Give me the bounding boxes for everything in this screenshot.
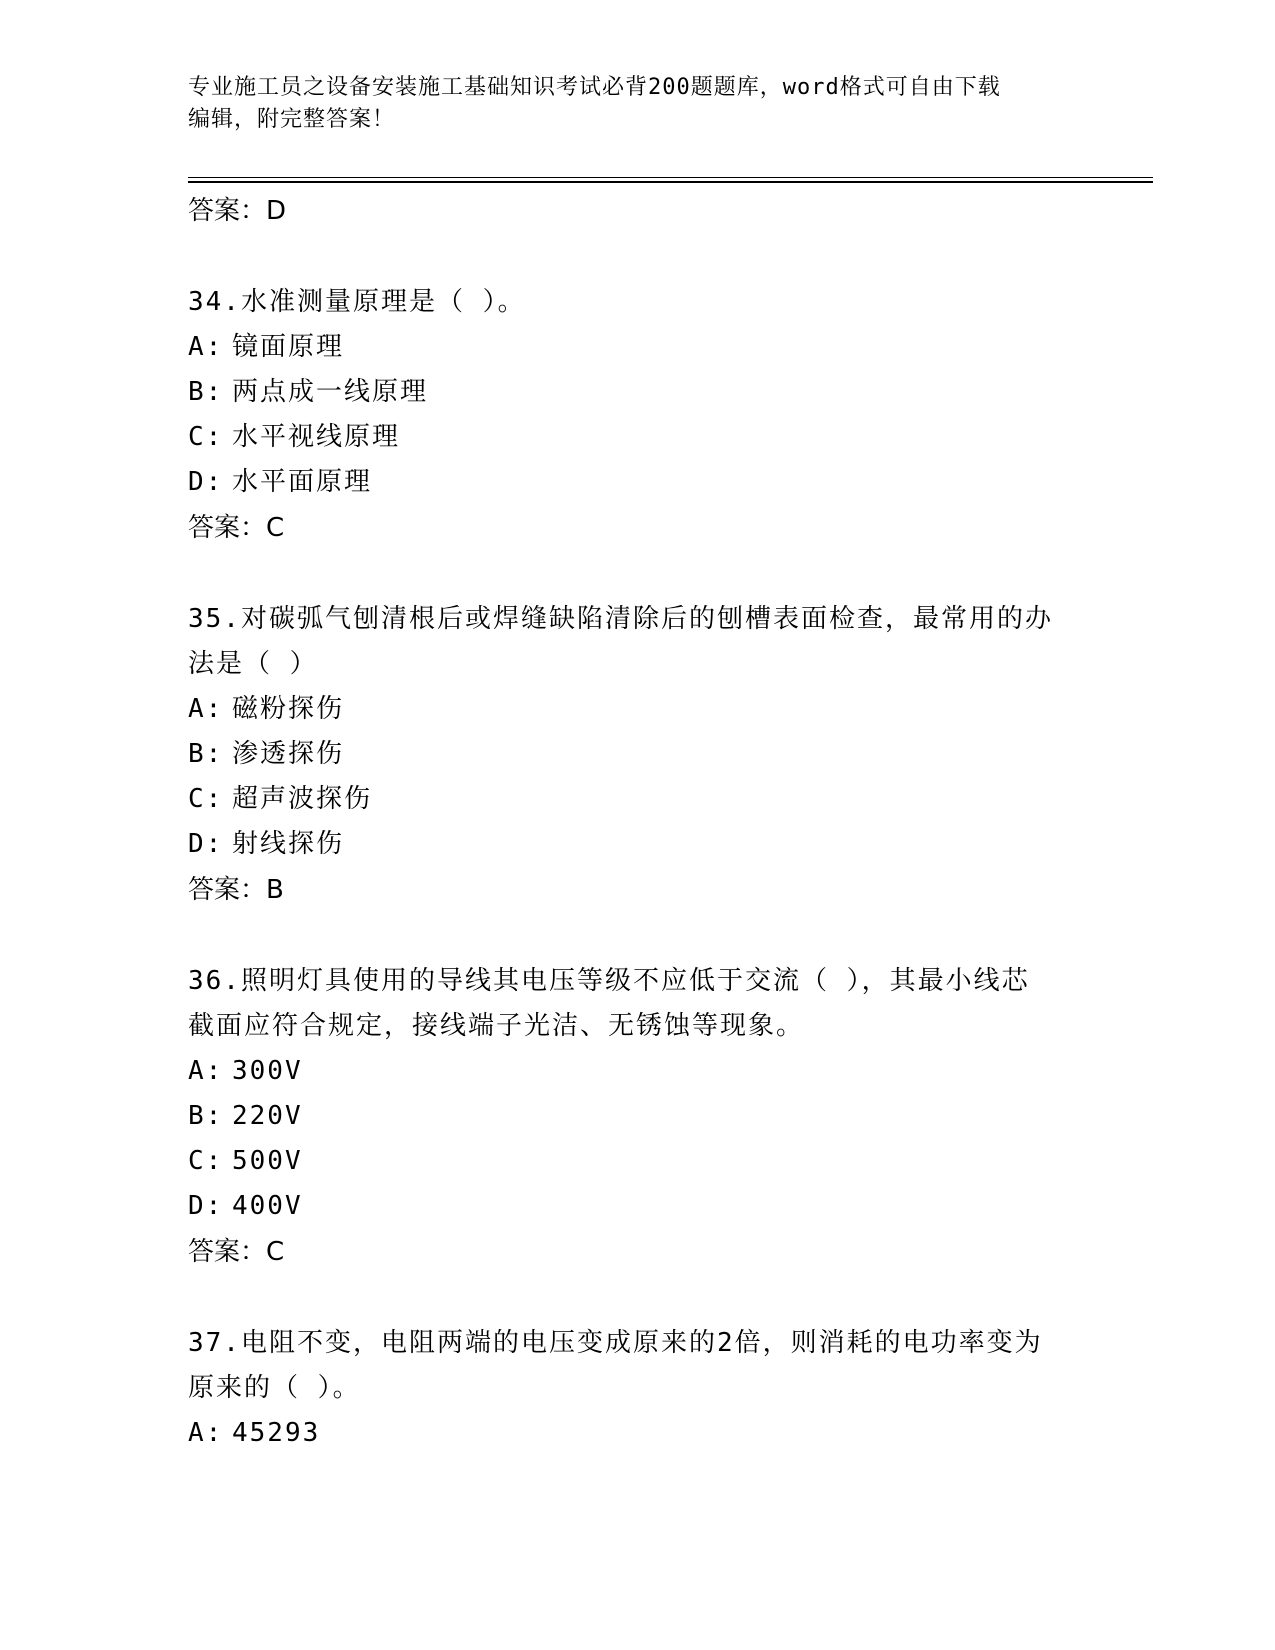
- spacer: [188, 234, 1088, 280]
- option-text: 渗透探伤: [232, 739, 345, 769]
- option-letter: A:: [188, 332, 224, 362]
- question-stem: 34.水准测量原理是（ ）。: [188, 287, 526, 317]
- document-header: [188, 72, 1068, 136]
- option-letter: D:: [188, 467, 224, 497]
- option-text: 400V: [232, 1191, 303, 1221]
- header-line-1: 专业施工员之设备安装施工基础知识考试必背200题题库，word格式可自由下载: [188, 75, 1001, 100]
- question-stem-line-1: 37.电阻不变，电阻两端的电压变成原来的2倍，则消耗的电功率变为: [188, 1328, 1043, 1358]
- answer-line: 答案：C: [188, 513, 285, 543]
- question-stem-line-2: 法是（ ）: [188, 649, 318, 679]
- question-34: [188, 280, 1088, 325]
- question-37: [188, 1321, 1088, 1411]
- question-stem-line-2: 截面应符合规定，接线端子光洁、无锈蚀等现象。: [188, 1011, 805, 1041]
- spacer: [188, 1275, 1088, 1321]
- option-text: 300V: [232, 1056, 303, 1086]
- answer-line: 答案：C: [188, 1237, 285, 1267]
- option-a: [188, 1049, 1088, 1094]
- question-36: [188, 959, 1088, 1049]
- option-a: [188, 687, 1088, 732]
- option-text: 磁粉探伤: [232, 694, 345, 724]
- option-b: [188, 1094, 1088, 1139]
- option-text: 两点成一线原理: [232, 377, 429, 407]
- option-letter: A:: [188, 1056, 224, 1086]
- option-text: 镜面原理: [232, 332, 345, 362]
- answer-line: 答案：D: [188, 196, 287, 226]
- spacer: [188, 913, 1088, 959]
- header-line-2: 编辑，附完整答案！: [188, 107, 396, 132]
- option-text: 水平视线原理: [232, 422, 401, 452]
- option-c: [188, 1139, 1088, 1184]
- option-letter: B:: [188, 377, 224, 407]
- option-a: [188, 1411, 1088, 1456]
- question-stem-line-1: 35.对碳弧气刨清根后或焊缝缺陷清除后的刨槽表面检查，最常用的办: [188, 604, 1053, 634]
- option-text: 射线探伤: [232, 829, 345, 859]
- option-a: [188, 325, 1088, 370]
- option-letter: D:: [188, 1191, 224, 1221]
- option-c: [188, 777, 1088, 822]
- option-letter: A:: [188, 694, 224, 724]
- spacer: [188, 551, 1088, 597]
- option-d: [188, 460, 1088, 505]
- question-stem-line-1: 36.照明灯具使用的导线其电压等级不应低于交流（ ），其最小线芯: [188, 966, 1030, 996]
- option-text: 水平面原理: [232, 467, 373, 497]
- option-text: 超声波探伤: [232, 784, 373, 814]
- option-d: [188, 822, 1088, 867]
- option-letter: B:: [188, 1101, 224, 1131]
- option-letter: A:: [188, 1418, 224, 1448]
- header-divider-thin: [188, 177, 1153, 178]
- option-text: 45293: [232, 1418, 321, 1448]
- option-text: 500V: [232, 1146, 303, 1176]
- option-c: [188, 415, 1088, 460]
- answer-line: 答案：B: [188, 875, 284, 905]
- question-stem-line-2: 原来的（ ）。: [188, 1373, 361, 1403]
- option-letter: C:: [188, 422, 224, 452]
- header-divider-thick: [188, 181, 1153, 183]
- option-text: 220V: [232, 1101, 303, 1131]
- option-letter: B:: [188, 739, 224, 769]
- option-b: [188, 370, 1088, 415]
- option-letter: C:: [188, 1146, 224, 1176]
- option-b: [188, 732, 1088, 777]
- option-letter: C:: [188, 784, 224, 814]
- question-35: [188, 597, 1088, 687]
- option-letter: D:: [188, 829, 224, 859]
- question-list: [188, 188, 1088, 1456]
- option-d: [188, 1184, 1088, 1229]
